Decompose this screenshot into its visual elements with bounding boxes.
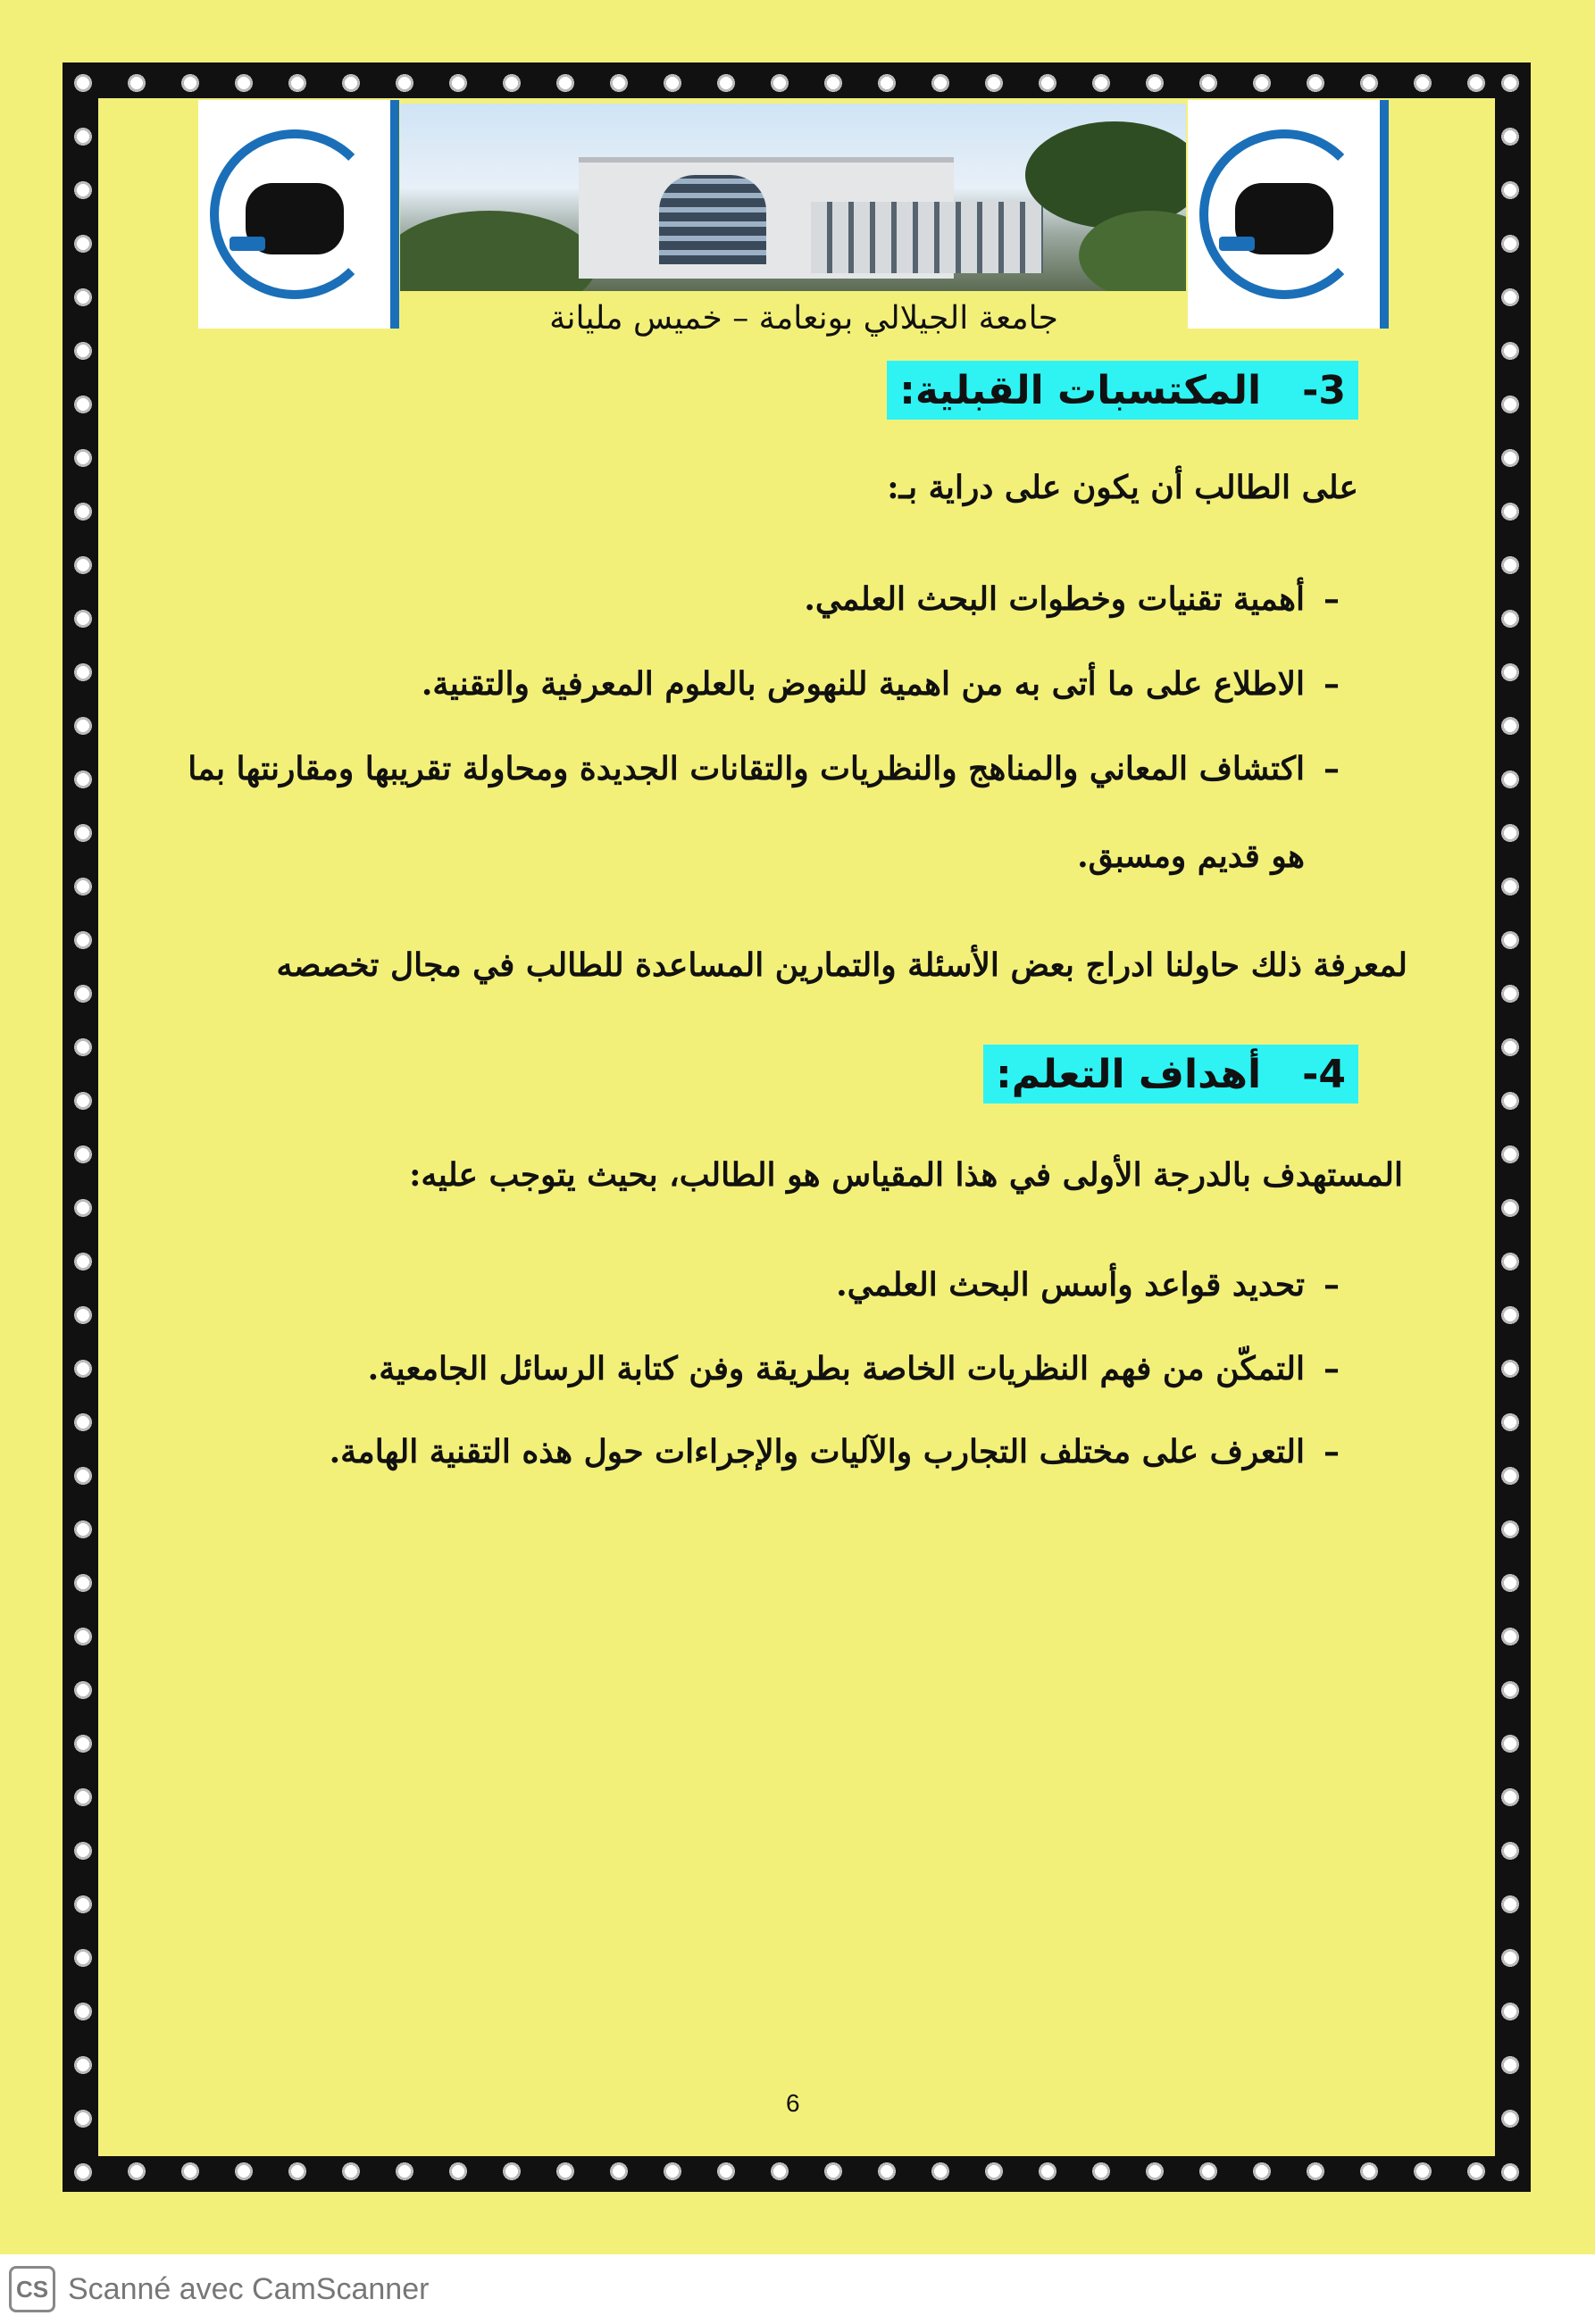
list-item: –الاطلاع على ما أتى به من اهمية للنهوض بالعلوم المعرفية والتقنية.: [421, 665, 1340, 703]
list-item: –التمكّن من فهم النظريات الخاصة بطريقة وفن كتابة الرسائل الجامعية.: [367, 1350, 1340, 1387]
university-name: جامعة الجيلالي بونعامة – خميس مليانة: [549, 300, 1058, 337]
section-3-title: المكتسبات القبلية:: [899, 367, 1262, 413]
list-item: –التعرف على مختلف التجارب والآليات والإجراءات حول هذه التقنية الهامة.: [329, 1433, 1340, 1470]
section-4-number: 4-: [1302, 1051, 1346, 1097]
section-4-title: أهداف التعلم:: [996, 1051, 1262, 1097]
camscanner-label: Scanné avec CamScanner: [68, 2271, 430, 2306]
section-3-number: 3-: [1302, 367, 1346, 413]
list-item: –اكتشاف المعاني والمناهج والنظريات والتقانات الجديدة ومحاولة تقريبها ومقارنتها بما: [188, 750, 1340, 787]
section-3-closing: لمعرفة ذلك حاولنا ادراج بعض الأسئلة والتمارين المساعدة للطالب في مجال تخصصه: [276, 946, 1407, 984]
camscanner-footer: [0, 2254, 1595, 2324]
section-4-intro: المستهدف بالدرجة الأولى في هذا المقياس هو الطالب، بحيث يتوجب عليه:: [409, 1156, 1403, 1194]
list-item-continuation: هو قديم ومسبق.: [1077, 837, 1305, 875]
list-item: –تحديد قواعد وأسس البحث العلمي.: [836, 1266, 1340, 1304]
list-item: –أهمية تقنيات وخطوات البحث العلمي.: [804, 580, 1340, 618]
section-3-intro: على الطالب أن يكون على دراية بـ:: [887, 469, 1358, 506]
section-3-heading: [887, 361, 1358, 420]
section-4-heading: [983, 1045, 1358, 1104]
page-number: 6: [786, 2089, 800, 2117]
camscanner-logo-icon: CS: [9, 2266, 55, 2312]
